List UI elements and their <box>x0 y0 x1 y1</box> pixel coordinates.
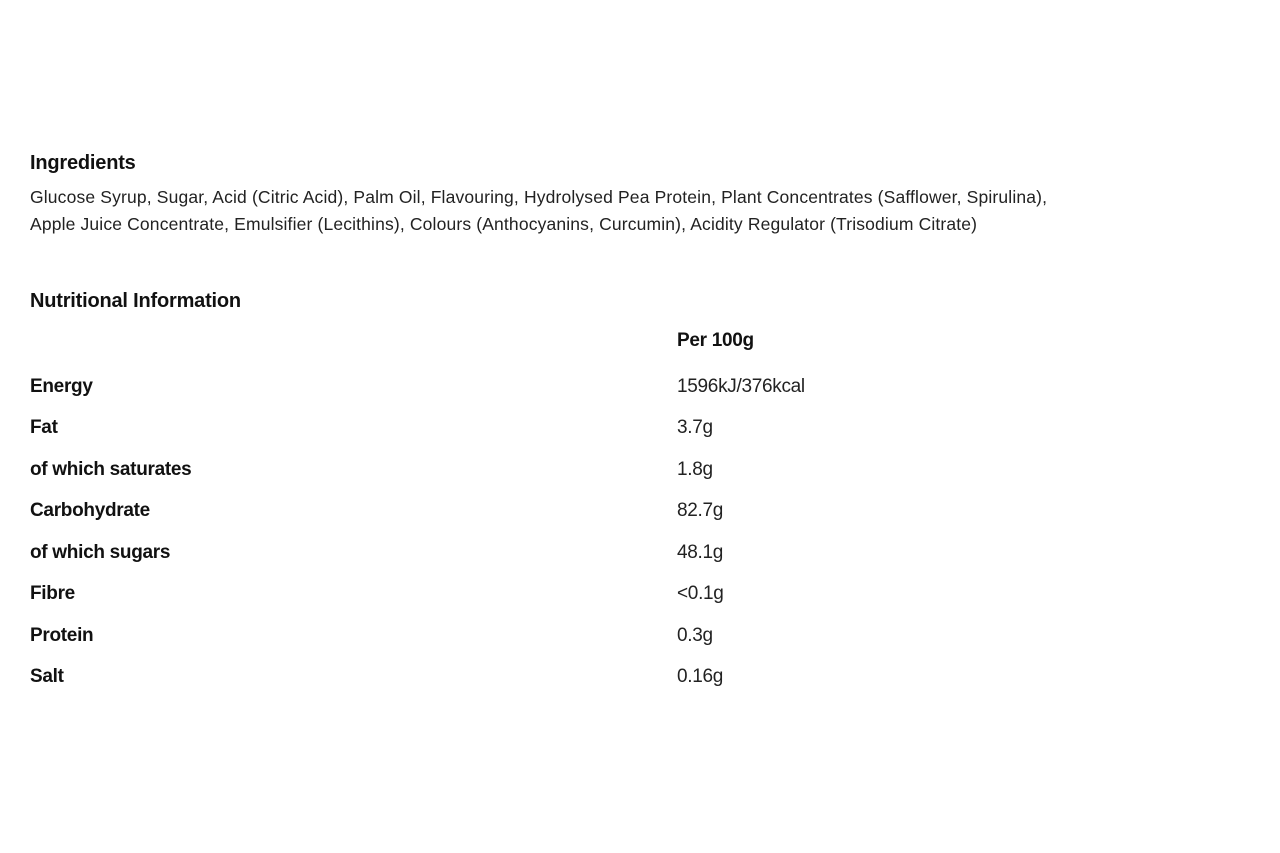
nutrition-title: Nutritional Information <box>30 290 241 312</box>
nutrient-value: <0.1g <box>677 583 724 605</box>
nutrient-value: 0.16g <box>677 666 724 688</box>
nutrient-value: 1.8g <box>677 458 713 480</box>
nutrition-row-sugars <box>30 532 930 574</box>
ingredients-line-2: Apple Juice Concentrate, Emulsifier (Lecithins), Colours (Anthocyanins, Curcumin), Acidity Regulator (Trisodium Citrate) <box>30 214 978 234</box>
nutrition-row-salt <box>30 657 930 699</box>
nutrition-row-protein <box>30 615 930 657</box>
nutrient-label: Carbohydrate <box>30 500 150 522</box>
nutrient-label: Salt <box>30 666 64 688</box>
nutrition-row-fat <box>30 408 930 450</box>
nutrient-label: Protein <box>30 624 94 646</box>
nutrient-label: Fat <box>30 417 58 439</box>
ingredients-section <box>30 150 1270 238</box>
nutrition-row-carbohydrate <box>30 491 930 533</box>
nutrient-column-header <box>30 330 677 366</box>
nutrition-row-energy <box>30 366 930 408</box>
ingredients-line-1: Glucose Syrup, Sugar, Acid (Citric Acid), Palm Oil, Flavouring, Hydrolysed Pea Protein, Plant Concentrates (Safflower, Spirulina), <box>30 187 1048 207</box>
nutrition-row-fibre <box>30 574 930 616</box>
nutrition-header-row <box>30 330 930 366</box>
nutrition-section <box>30 288 1270 698</box>
ingredients-list <box>30 184 1270 238</box>
nutrient-value: 1596kJ/376kcal <box>677 375 805 397</box>
nutrient-label: of which sugars <box>30 541 171 563</box>
nutrient-value: 48.1g <box>677 541 724 563</box>
nutrient-label: of which saturates <box>30 458 192 480</box>
nutrition-table <box>30 330 930 698</box>
nutrition-row-saturates <box>30 449 930 491</box>
nutrient-value: 3.7g <box>677 417 713 439</box>
nutrient-value: 82.7g <box>677 500 724 522</box>
ingredients-title: Ingredients <box>30 152 136 174</box>
nutrient-label: Energy <box>30 375 93 397</box>
per-100g-header: Per 100g <box>677 330 754 351</box>
nutrient-label: Fibre <box>30 583 75 605</box>
product-info <box>30 150 1270 698</box>
nutrient-value: 0.3g <box>677 624 713 646</box>
